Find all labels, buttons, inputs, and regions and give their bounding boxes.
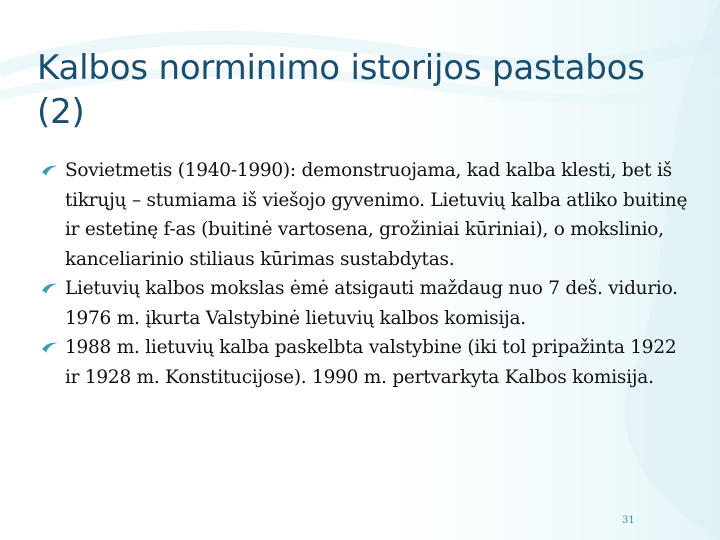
page-number: 31: [622, 515, 635, 526]
bullet-text: Sovietmetis (1940-1990): demonstruojama, kad kalba klesti, bet iš tikrųjų – stumiama iš viešojo gyvenimo. Lietuvių kalba atliko buitinę ir estetinę f-as (buitinė vartosena, grožiniai kūriniai), o mokslinio, kanceliarinio stiliaus kūrimas sustabdytas.: [65, 160, 688, 270]
bullet-text: Lietuvių kalbos mokslas ėmė atsigauti maždaug nuo 7 deš. vidurio. 1976 m. įkurta Valstybinė lietuvių kalbos komisija.: [65, 278, 678, 329]
bullet-item: [40, 156, 690, 274]
swoosh-bullet-icon: [41, 164, 58, 177]
slide-title: Kalbos norminimo istorijos pastabos (2): [37, 48, 645, 132]
swoosh-bullet-icon: [41, 341, 58, 354]
bullet-list: [40, 156, 690, 392]
bullet-item: [40, 274, 690, 333]
bullet-text: 1988 m. lietuvių kalba paskelbta valstybine (iki tol pripažinta 1922 ir 1928 m. Konstitucijose). 1990 m. pertvarkyta Kalbos komisija.: [65, 337, 677, 388]
bullet-item: [40, 333, 690, 392]
swoosh-bullet-icon: [41, 282, 58, 295]
